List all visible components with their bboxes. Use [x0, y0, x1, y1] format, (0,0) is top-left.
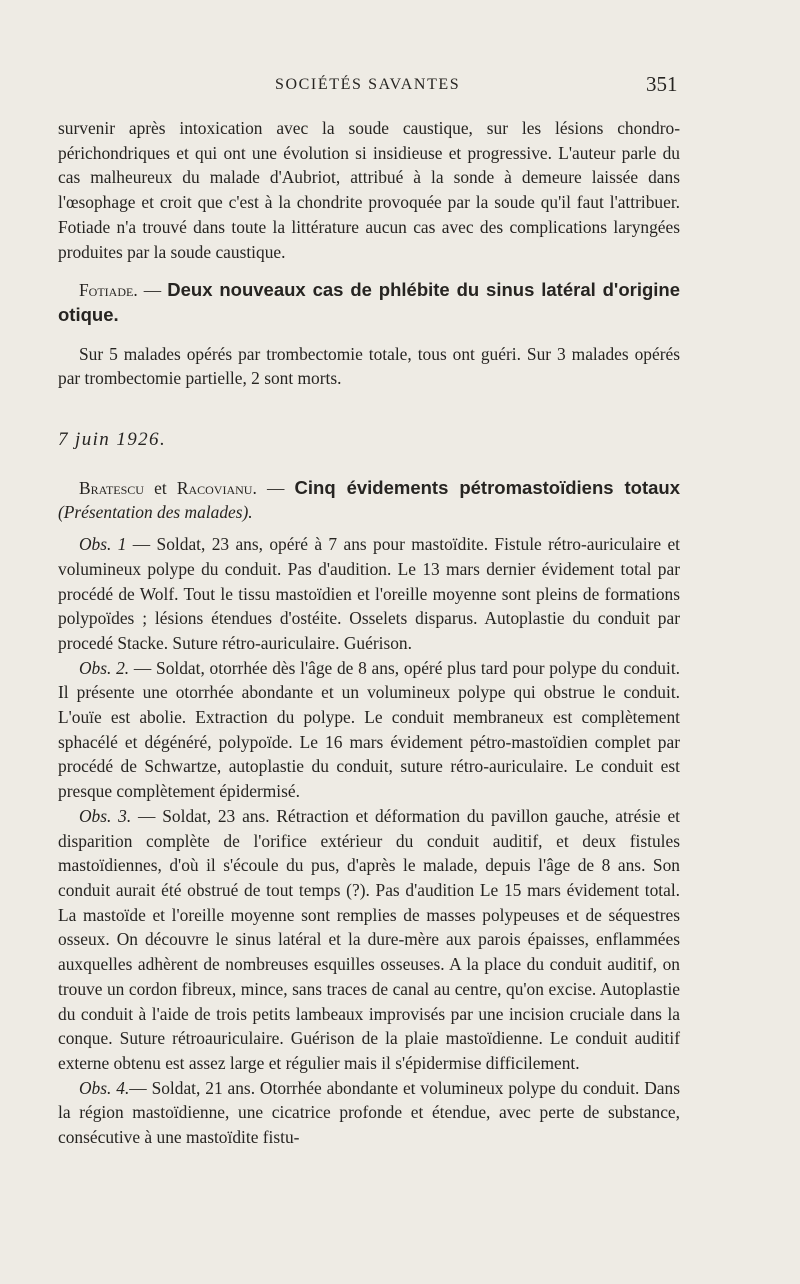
- observation-text: — Soldat, 21 ans. Otorrhée abondante et volumineux polype du conduit. Dans la région mastoïdienne, une cicatrice profonde et étendue, avec perte de substance, consécutive à une mastoïdite fistu-: [58, 1077, 680, 1148]
- observation-label: Obs. 1: [79, 534, 127, 555]
- bratescu-heading: [58, 476, 680, 525]
- page-number: 351: [646, 72, 678, 96]
- fotiade-heading: [58, 278, 680, 327]
- observation-label: Obs. 3.: [79, 805, 132, 826]
- observation-text: — Soldat, 23 ans. Rétraction et déformation du pavillon gauche, atrésie et disparition complète de l'orifice extérieur du conduit auditif, et deux fistules mastoïdiennes, d'où il s'écoule du pus, d'après le malade, depuis l'âge de 8 ans. Son conduit aurait été obstrué de tout temps (?). Pas d'audition Le 15 mars évidement total. La mastoïde et l'oreille moyenne sont remplies de masses polypeuses et de séquestres osseux. On découvre le sinus latéral et la dure-mère aux parois épaisses, enflammées auxquelles adhèrent de nombreuses esquilles osseuses. A la place du conduit auditif, on trouve un cordon fibreux, mince, sans traces de canal au centre, qu'on excise. Autoplastie du conduit à l'aide de trois petits lambeaux improvisés par une incision cruciale dans la conque. Suture rétroauriculaire. Guérison de la plaie mastoïdienne. Le conduit auditif externe obtenu est assez large et régulier mais il s'épidermise difficilement.: [58, 805, 680, 1073]
- session-date: 7 juin 1926.: [58, 429, 167, 451]
- observation-3: [58, 804, 680, 1076]
- page-header: [0, 72, 800, 100]
- bratescu-conj: et: [143, 477, 177, 498]
- bratescu-subtitle: (Présentation des malades).: [58, 502, 253, 523]
- bratescu-dash: —: [256, 477, 295, 498]
- observation-2: [58, 656, 680, 804]
- observation-1: [58, 532, 680, 656]
- bratescu-author-1: Bratescu: [79, 477, 144, 498]
- observation-text: — Soldat, otorrhée dès l'âge de 8 ans, opéré plus tard pour polype du conduit. Il présente une otorrhée abondante et un volumineux polype qui obstrue le conduit. L'ouïe est abolie. Extraction du polype. Le conduit membraneux est complètement sphacélé et dégénéré, polypoïde. Le 16 mars évidement pétro-mastoïdien complet par procédé de Schwartze, autoplastie du conduit, suture rétro-auriculaire. Le conduit est presque complètement épidermisé.: [58, 657, 680, 802]
- intro-paragraph: survenir après intoxication avec la soude caustique, sur les lésions chondro-périchondriques et qui ont une évolution si insidieuse et progressive. L'auteur parle du cas malheureux du malade d'Aubriot, attribué à la sonde à demeure laissée dans l'œsophage et croit que c'est à la chondrite provoquée par la soude qu'il faut l'attribuer. Fotiade n'a trouvé dans toute la littérature aucun cas avec des complications laryngées produites par la soude caustique.: [58, 118, 680, 262]
- fotiade-dash: —: [137, 280, 168, 301]
- observation-label: Obs. 2.: [79, 657, 130, 678]
- body-text: [58, 116, 680, 1150]
- bratescu-author-2: Racovianu.: [176, 477, 257, 498]
- running-title: SOCIÉTÉS SAVANTES: [275, 76, 461, 93]
- observation-text: — Soldat, 23 ans, opéré à 7 ans pour mastoïdite. Fistule rétro-auriculaire et volumineux polype du conduit. Pas d'audition. Le 13 mars dernier évidement total par procédé de Wolf. Tout le tissu mastoïdien et l'oreille moyenne sont pleins de formations polypoïdes ; lésions étendues d'ostéite. Osselets disparus. Autoplastie du conduit par procedé Stacke. Suture rétro-auriculaire. Guérison.: [58, 534, 681, 653]
- fotiade-author: Fotiade.: [79, 280, 138, 301]
- fotiade-title: Deux nouveaux cas de phlébite du sinus latéral d'origine otique.: [58, 279, 680, 325]
- fotiade-text: Sur 5 malades opérés par trombectomie totale, tous ont guéri. Sur 3 malades opérés par trombectomie partielle, 2 sont morts.: [58, 343, 680, 389]
- observation-label: Obs. 4.: [79, 1077, 130, 1098]
- bratescu-title: Cinq évidements pétromastoïdiens totaux: [294, 476, 681, 498]
- observation-4: [58, 1076, 680, 1150]
